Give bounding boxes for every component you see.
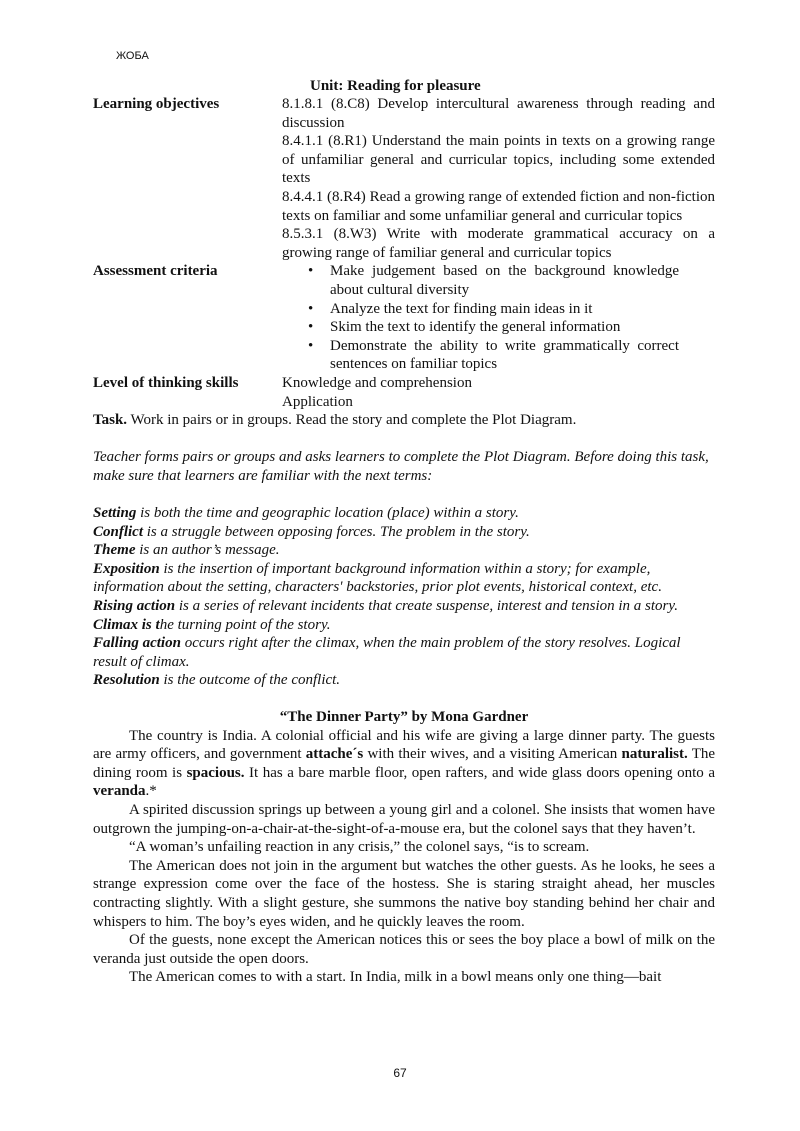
story-paragraph: “A woman’s unfailing reaction in any crisis,” the colonel says, “is to scream. <box>129 839 590 856</box>
thinking-label: Level of thinking skills <box>93 374 239 391</box>
task-label: Task. <box>93 412 128 429</box>
thinking-item: Knowledge and comprehension <box>282 374 472 391</box>
objectives-list <box>282 95 715 262</box>
story-title: “The Dinner Party” by Mona Gardner <box>279 709 529 725</box>
assessment-list <box>282 262 715 374</box>
assessment-item: • Skim the text to identify the general information <box>282 318 715 337</box>
term-conflict: Conflict is a struggle between opposing forces. The problem in the story. <box>93 523 530 540</box>
objective-item: 8.4.4.1 (8.R4) Read a growing range of extended fiction and non-fiction texts on familiar and some unfamiliar general and curricular topics <box>282 188 715 224</box>
unit-title: Unit: Reading for pleasure <box>310 78 481 94</box>
thinking-row <box>93 374 715 411</box>
term-resolution: Resolution is the outcome of the conflict. <box>93 672 341 689</box>
task-paragraph <box>93 411 715 430</box>
term-setting: Setting is both the time and geographic location (place) within a story. <box>93 505 519 522</box>
term-exposition: Exposition is the insertion of important background information within a story; for example, information about the setting, characters' backstories, prior plot events, historical context, etc. <box>93 560 662 596</box>
assessment-item: • Analyze the text for finding main ideas in it <box>282 300 715 319</box>
page-content <box>93 95 715 987</box>
term-rising-action: Rising action is a series of relevant incidents that create suspense, interest and tension in a story. <box>93 598 678 615</box>
story-paragraph: Of the guests, none except the American notices this or sees the boy place a bowl of milk on the veranda just outside the open doors. <box>93 932 715 967</box>
story-paragraph: The American comes to with a start. In India, milk in a bowl means only one thing—bait <box>129 969 662 986</box>
objectives-label: Learning objectives <box>93 96 220 112</box>
term-climax: Climax is the turning point of the story. <box>93 616 331 633</box>
page-number: 67 <box>393 1066 407 1080</box>
story-paragraph: A spirited discussion springs up between a young girl and a colonel. She insists that women have outgrown the jumping-on-a-chair-at-the-sight-of-a-mouse era, but the colonel says that they haven’t. <box>93 801 715 837</box>
assessment-label: Assessment criteria <box>93 263 218 280</box>
thinking-list <box>282 374 715 411</box>
assessment-item: • Make judgement based on the background knowledge about cultural diversity <box>282 262 715 299</box>
objectives-row <box>93 95 715 262</box>
term-falling-action: Falling action occurs right after the climax, when the main problem of the story resolves. Logical result of climax. <box>93 635 681 670</box>
thinking-item: Application <box>282 393 353 410</box>
objective-item: 8.1.8.1 (8.C8) Develop intercultural awareness through reading and discussion <box>282 96 715 131</box>
page-header: ЖОБА <box>116 50 149 62</box>
story-paragraph: The American does not join in the argument but watches the other guests. As he looks, he sees a strange expression come over the face of the hostess. She is staring straight ahead, her muscles contracting slightly. With a slight gesture, she summons the native boy standing behind her chair and whispers to him. The boy’s eyes widen, and he quickly leaves the room. <box>93 857 715 930</box>
assessment-item: • Demonstrate the ability to write grammatically correct sentences on familiar topics <box>282 337 715 374</box>
term-theme: Theme is an author’s message. <box>93 542 280 559</box>
objective-item: 8.5.3.1 (8.W3) Write with moderate grammatical accuracy on a growing range of familiar general and curricular topics <box>282 226 715 261</box>
story-paragraph: The country is India. A colonial official and his wife are giving a large dinner party. The guests are army officers, and government attache´s with their wives, and a visiting American naturalist. The dining room is spacious. It has a bare marble floor, open rafters, and wide glass doors opening onto a veranda.* <box>93 727 716 800</box>
task-text: Work in pairs or in groups. Read the story and complete the Plot Diagram. <box>127 412 577 429</box>
terms-list <box>93 504 715 690</box>
teacher-note: Teacher forms pairs or groups and asks learners to complete the Plot Diagram. Before doing this task, make sure that learners are familiar with the next terms: <box>93 449 709 484</box>
objective-item: 8.4.1.1 (8.R1) Understand the main points in texts on a growing range of unfamiliar general and curricular topics, including some extended texts <box>282 133 715 187</box>
assessment-row <box>93 262 715 374</box>
